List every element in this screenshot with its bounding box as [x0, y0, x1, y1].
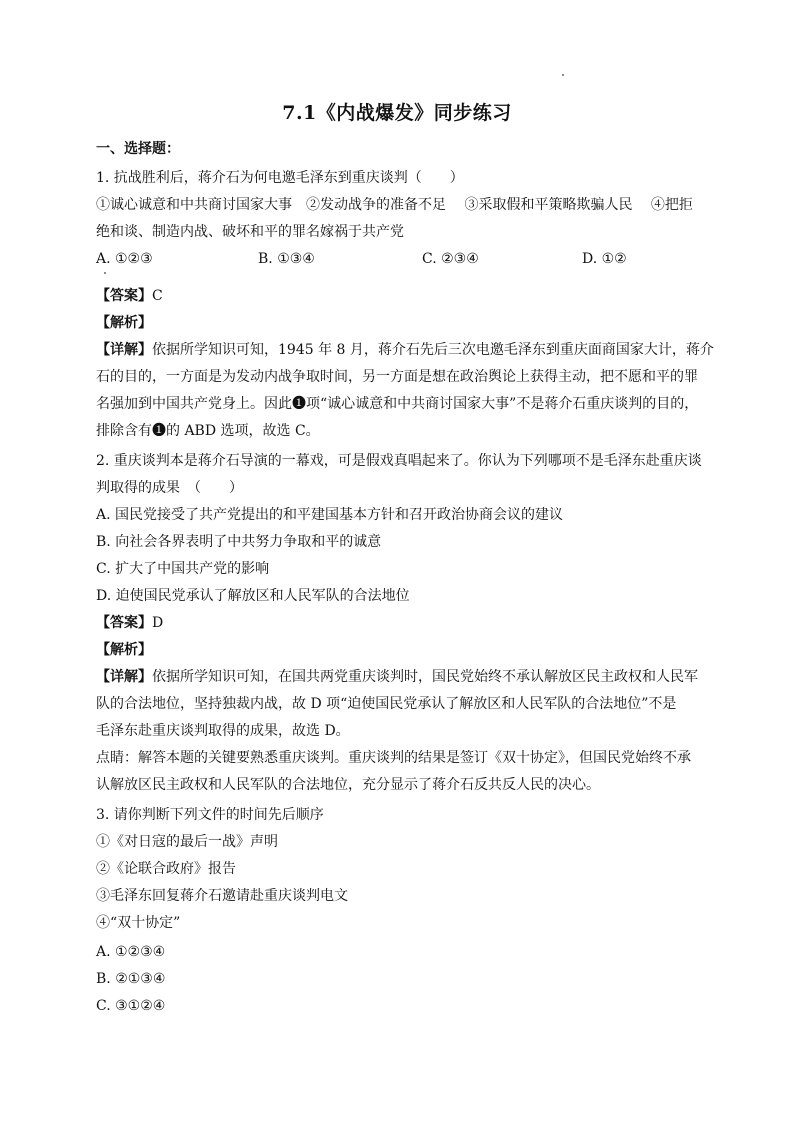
q3-option-c: C. ③①②④	[96, 998, 166, 1014]
answer-value: C	[152, 288, 163, 304]
q3-item-2: ②《论联合政府》报告	[96, 861, 236, 877]
scan-speck	[104, 272, 106, 274]
detail-text: 依据所学知识可知，在国共两党重庆谈判时，国民党始终不承认解放区民主政权和人民军	[152, 669, 698, 685]
q2-option-b: B. 向社会各界表明了中共努力争取和平的诚意	[96, 534, 382, 550]
q2-detail-line1	[96, 667, 702, 687]
q2-detail-line2: 队的合法地位，坚持独裁内战，故 D 项“迫使国民党承认了解放区和人民军队的合法地位”不是	[96, 696, 677, 712]
section-heading: 一、选择题：	[96, 141, 180, 157]
q2-option-d: D. 迫使国民党承认了解放区和人民军队的合法地位	[96, 588, 410, 604]
q3-stem: 3. 请你判断下列文件的时间先后顺序	[96, 807, 324, 823]
q1-analysis	[96, 313, 702, 333]
q1-statements-line2: 绝和谈、制造内战、破坏和平的罪名嫁祸于共产党	[96, 224, 404, 240]
q2-stem-line2: 判取得的成果 （ ）	[96, 480, 243, 496]
q3-option-b: B. ②①③④	[96, 971, 166, 987]
q1-statements-line1: ①诚心诚意和中共商讨国家大事 ②发动战争的准备不足 ③采取假和平策略欺骗人民 ④把拒	[96, 197, 693, 213]
q1-answer	[96, 286, 702, 306]
q1-option-c: C. ②③④	[422, 251, 479, 267]
detail-text: 依据所学知识可知，1945 年 8 月，蒋介石先后三次电邀毛泽东到重庆面商国家大计，蒋介	[152, 342, 714, 358]
q1-detail-line1	[96, 340, 714, 360]
analysis-tag: 【解析】	[96, 315, 152, 331]
q2-detail-line3: 毛泽东赴重庆谈判取得的成果，故选 D。	[96, 723, 350, 739]
answer-tag: 【答案】	[96, 288, 152, 304]
q2-option-c: C. 扩大了中国共产党的影响	[96, 561, 270, 577]
q1-option-a: A. ①②③	[96, 251, 153, 267]
q2-analysis	[96, 640, 702, 660]
q1-stem: 1. 抗战胜利后，蒋介石为何电邀毛泽东到重庆谈判（ ）	[96, 170, 464, 186]
detail-tag: 【详解】	[96, 342, 152, 358]
q2-option-a: A. 国民党接受了共产党提出的和平建国基本方针和召开政治协商会议的建议	[96, 507, 564, 523]
scan-speck	[562, 74, 564, 76]
q1-detail-line4: 排除含有❶的 ABD 选项，故选 C。	[96, 423, 320, 439]
q1-detail-line2: 石的目的，一方面是为发动内战争取时间，另一方面是想在政治舆论上获得主动，把不愿和平的罪	[96, 369, 698, 385]
answer-value: D	[152, 615, 164, 631]
q3-option-a: A. ①②③④	[96, 944, 166, 960]
q2-tip-line2: 认解放区民主政权和人民军队的合法地位，充分显示了蒋介石反共反人民的决心。	[96, 777, 600, 793]
q3-item-4: ④“双十协定”	[96, 915, 181, 931]
q1-option-d: D. ①②	[582, 251, 627, 267]
q2-stem-line1: 2. 重庆谈判本是蒋介石导演的一幕戏，可是假戏真唱起来了。你认为下列哪项不是毛泽东赴重庆谈	[96, 453, 702, 469]
q1-detail-line3: 名强加到中国共产党身上。因此❶项“诚心诚意和中共商讨国家大事”不是蒋介石重庆谈判的目的，	[96, 396, 699, 412]
q3-item-3: ③毛泽东回复蒋介石邀请赴重庆谈判电文	[96, 888, 348, 904]
detail-tag: 【详解】	[96, 669, 152, 685]
page-title: 7.1《内战爆发》同步练习	[282, 102, 512, 124]
q1-option-b: B. ①③④	[258, 251, 315, 267]
answer-tag: 【答案】	[96, 615, 152, 631]
q3-item-1: ①《对日寇的最后一战》声明	[96, 834, 278, 850]
q2-answer	[96, 613, 702, 633]
q2-tip-line1: 点睛：解答本题的关键要熟悉重庆谈判。重庆谈判的结果是签订《双十协定》，但国民党始终不承	[96, 750, 691, 766]
analysis-tag: 【解析】	[96, 642, 152, 658]
